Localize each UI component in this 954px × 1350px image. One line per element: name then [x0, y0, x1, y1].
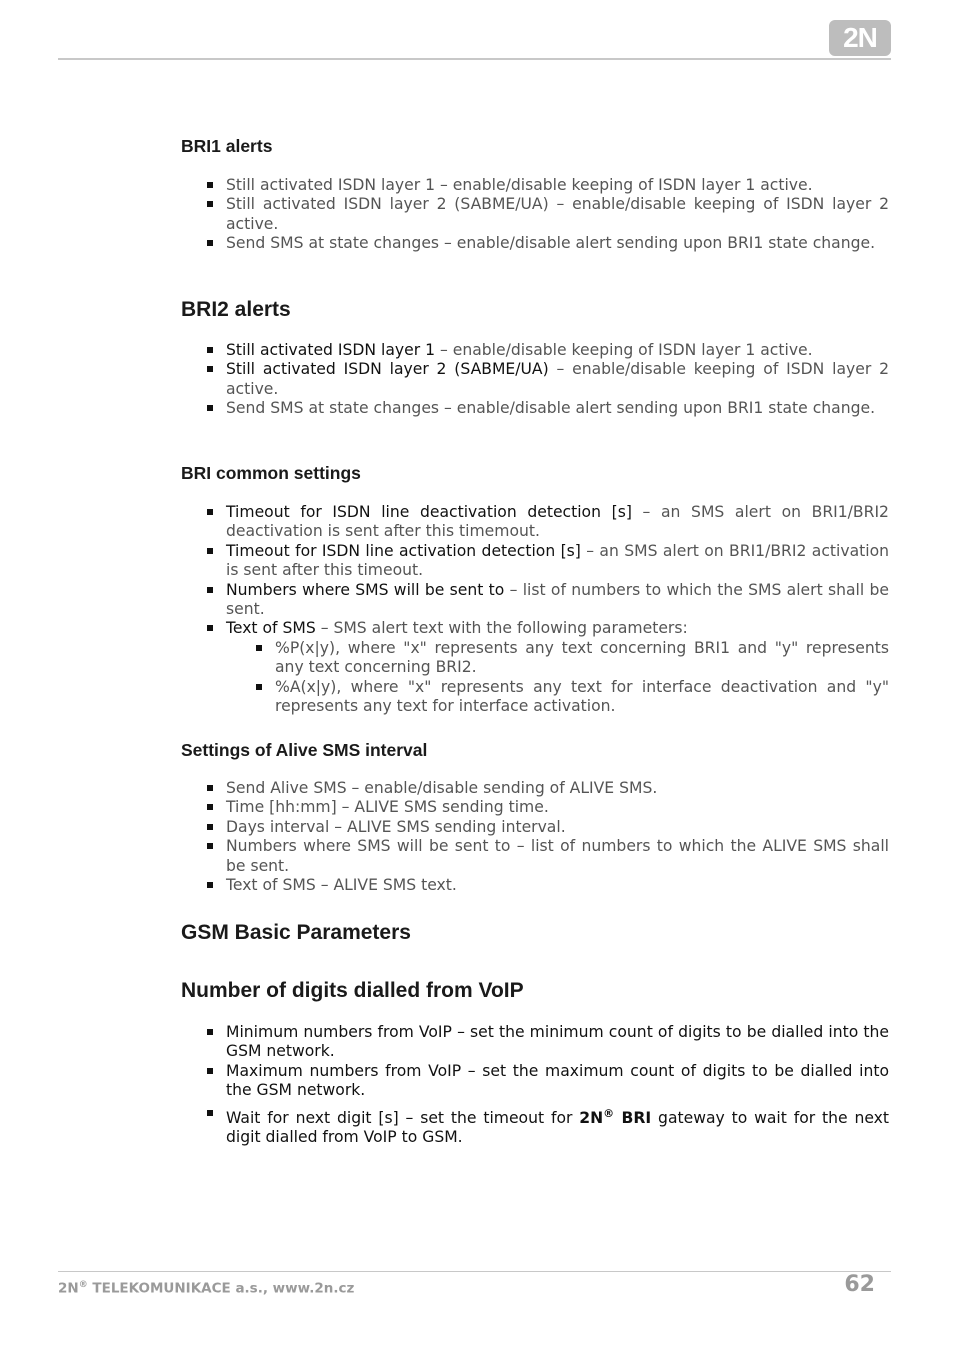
item-term: Text of SMS — [226, 619, 316, 638]
list-item: Send SMS at state changes – enable/disable alert sending upon BRI1 state change. — [181, 399, 889, 418]
page-number: 62 — [844, 1272, 875, 1297]
sub-list — [226, 639, 889, 717]
list-item — [181, 503, 889, 542]
item-term: Still activated ISDN layer 1 — [226, 341, 436, 359]
bri2-list — [181, 341, 889, 419]
list-item — [181, 619, 889, 716]
digits-list — [181, 1023, 889, 1148]
list-item — [181, 341, 889, 360]
list-item: Text of SMS – ALIVE SMS text. — [181, 876, 889, 895]
item-term: Minimum numbers from VoIP — [226, 1023, 452, 1041]
item-desc: – enable/disable keeping of ISDN layer 2 active. — [226, 360, 889, 398]
item-text-post: gateway to wait for the next digit dialled from VoIP to GSM. — [226, 1108, 889, 1147]
item-desc: – set the minimum count of digits to be dialled into the GSM network. — [226, 1023, 889, 1061]
list-item — [181, 360, 889, 399]
section-title-bri1: BRI1 alerts — [181, 136, 273, 156]
section-title-bri2: BRI2 alerts — [181, 298, 291, 321]
brand-name: 2N® BRI — [579, 1106, 652, 1127]
list-item — [181, 581, 889, 620]
footer-company: 2N® TELEKOMUNIKACE a.s., www.2n.cz — [58, 1280, 355, 1297]
list-item: Time [hh:mm] – ALIVE SMS sending time. — [181, 798, 889, 817]
item-desc: – SMS alert text with the following parameters: — [315, 619, 688, 638]
sub-list-item: %P(x|y), where "x" represents any text concerning BRI1 and "y" represents any text concerning BRI2. — [226, 639, 889, 678]
list-item: Send SMS at state changes – enable/disable alert sending upon BRI1 state change. — [181, 234, 889, 253]
item-term: Numbers where SMS will be sent to — [226, 580, 505, 599]
sub-list-item: %A(x|y), where "x" represents any text for interface deactivation and "y" represents any text for interface activation. — [226, 678, 889, 717]
list-item — [181, 1062, 889, 1101]
item-term: Maximum numbers from VoIP — [226, 1061, 462, 1080]
bri-common-list — [181, 503, 889, 716]
section-title-gsm: GSM Basic Parameters — [181, 921, 411, 944]
alive-list — [181, 779, 889, 895]
list-item — [181, 1023, 889, 1062]
item-term: Timeout for ISDN line activation detection [s] — [226, 541, 581, 560]
section-title-alive: Settings of Alive SMS interval — [181, 740, 428, 760]
list-item: Numbers where SMS will be sent to – list of numbers to which the ALIVE SMS shall be sent. — [181, 837, 889, 876]
list-item — [181, 1104, 889, 1148]
item-text-pre: Wait for next digit [s] – set the timeout for — [226, 1108, 580, 1127]
bri1-list — [181, 176, 889, 254]
section-title-digits: Number of digits dialled from VoIP — [181, 979, 524, 1002]
list-item: Days interval – ALIVE SMS sending interval. — [181, 818, 889, 837]
list-item: Still activated ISDN layer 1 – enable/disable keeping of ISDN layer 1 active. — [181, 176, 889, 195]
item-term: Timeout for ISDN line deactivation detection [s] — [226, 503, 632, 521]
list-item: Send Alive SMS – enable/disable sending of ALIVE SMS. — [181, 779, 889, 798]
item-desc: – an SMS alert on BRI1/BRI2 activation is sent after this timeout. — [226, 541, 889, 580]
list-item: Still activated ISDN layer 2 (SABME/UA) – enable/disable keeping of ISDN layer 2 active. — [181, 195, 889, 234]
item-desc: – an SMS alert on BRI1/BRI2 deactivation is sent after this timemout. — [226, 503, 889, 541]
section-title-bri-common: BRI common settings — [181, 463, 361, 483]
list-item — [181, 542, 889, 581]
item-term: Still activated ISDN layer 2 (SABME/UA) — [226, 360, 549, 379]
item-desc: – enable/disable keeping of ISDN layer 1 active. — [435, 341, 813, 359]
item-desc: – list of numbers to which the SMS alert shall be sent. — [226, 580, 889, 619]
item-desc: – set the maximum count of digits to be dialled into the GSM network. — [226, 1061, 889, 1100]
footer-rule — [58, 1271, 891, 1272]
company-logo: 2N — [829, 20, 891, 56]
header-rule — [58, 58, 891, 60]
